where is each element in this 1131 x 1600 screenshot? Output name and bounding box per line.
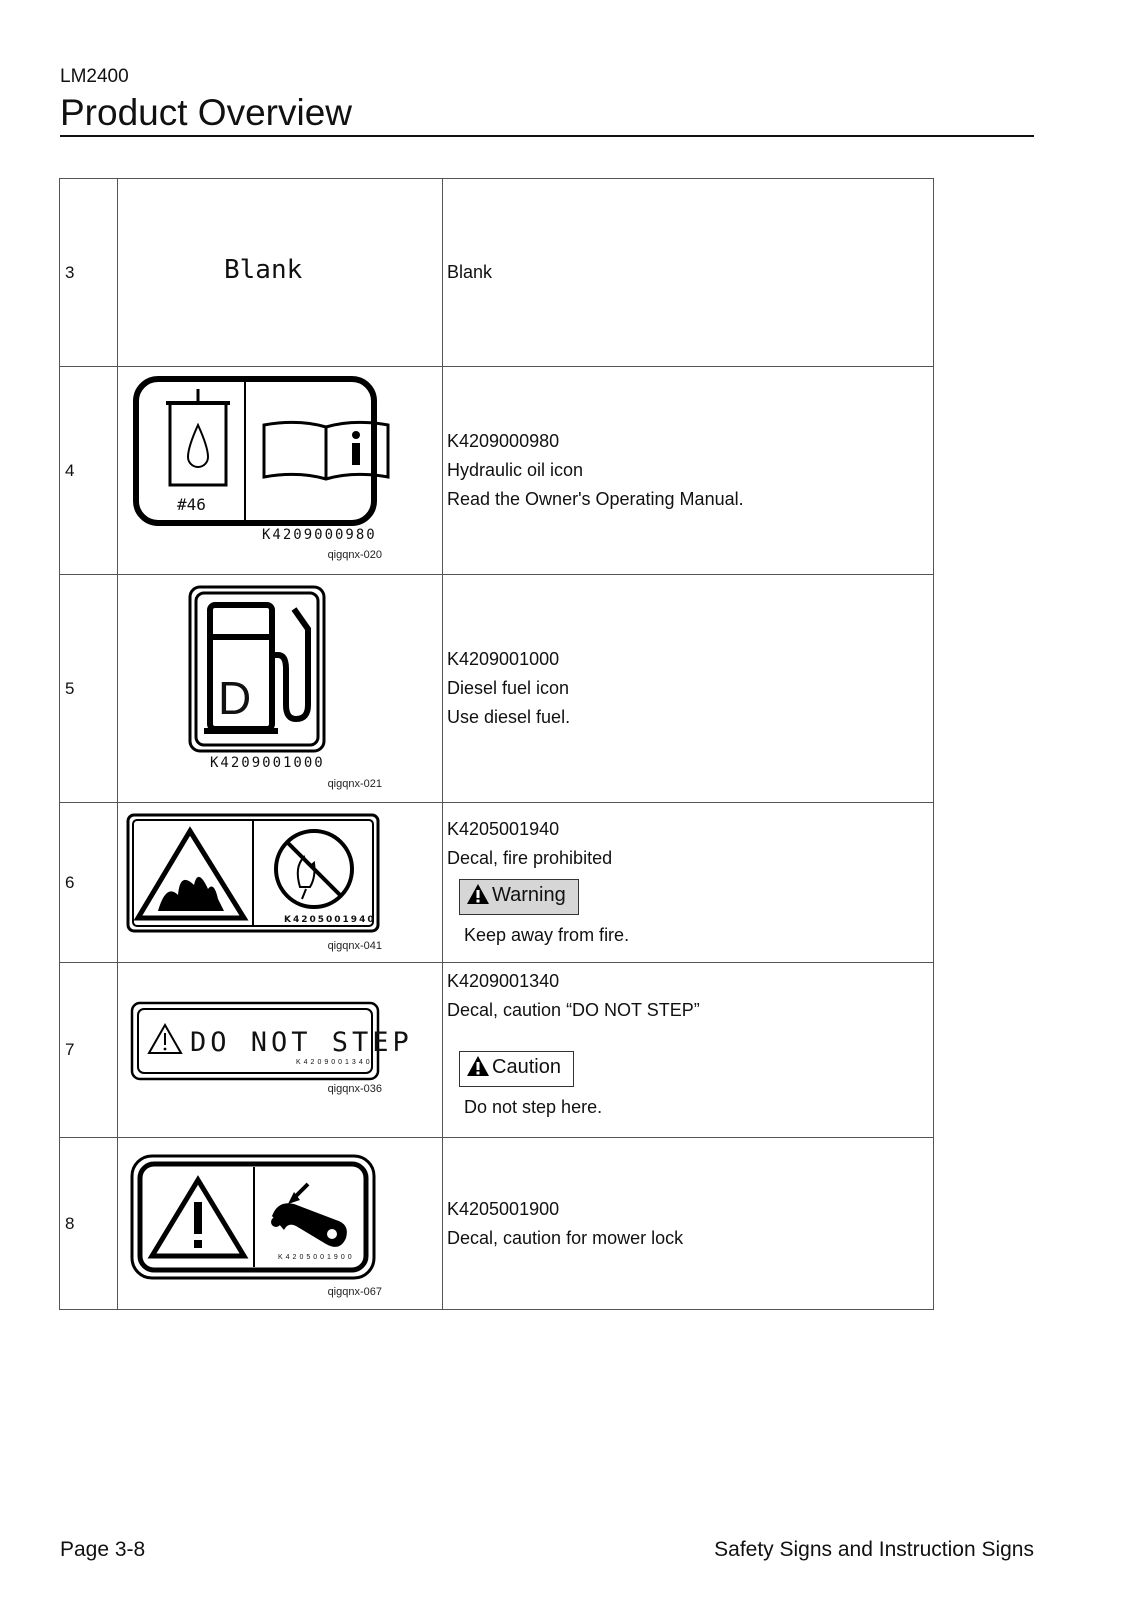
page-title: Product Overview [60,92,352,133]
decal-main-text: DO NOT STEP [190,1027,413,1058]
decal-image-cell [118,1138,443,1310]
page-number: Page 3-8 [60,1538,146,1561]
title-rule [60,135,1034,137]
description-cell [443,179,934,367]
description-line: Diesel fuel icon [447,678,570,698]
description-cell [443,575,934,803]
description-line: Decal, caution “DO NOT STEP” [447,1000,700,1020]
safety-message: Do not step here. [464,1097,603,1117]
decal-extra-label: #46 [177,495,206,514]
description-line: K4209001340 [447,971,560,991]
decal-image-cell [118,963,443,1138]
description-cell [443,367,934,575]
description-line: Hydraulic oil icon [447,460,584,480]
decal-part-number: K4209001000 [210,755,325,771]
description-line: Decal, caution for mower lock [447,1227,684,1248]
description-line: K4209001000 [447,649,560,669]
section-name: Safety Signs and Instruction Signs [714,1538,1034,1561]
row-number: 4 [60,367,118,575]
safety-message: Keep away from fire. [464,925,630,945]
warning-triangle-icon [466,883,492,912]
table-row [60,367,934,575]
description-line: Read the Owner's Operating Manual. [447,489,744,509]
fire-prohibited-decal-icon [118,803,442,963]
table-row [60,803,934,963]
description-line: K4205001900 [447,1198,560,1219]
row-number: 5 [60,575,118,803]
row-number: 3 [60,179,118,367]
image-code: qigqnx-036 [327,1083,382,1095]
description-line: Blank [447,262,493,282]
hydraulic-oil-decal-icon [118,367,442,575]
decal-part-number: K4205001900 [278,1254,355,1261]
row-number: 7 [60,963,118,1138]
table-row [60,179,934,367]
image-code: qigqnx-021 [327,778,382,790]
decal-extra-label: D [218,672,252,724]
warning-signal-word [459,879,579,915]
image-code: qigqnx-067 [327,1286,382,1298]
signs-table [59,178,934,1310]
decal-image-cell [118,179,443,367]
image-code: qigqnx-020 [327,549,382,561]
row-number: 8 [60,1138,118,1310]
description-line: Use diesel fuel. [447,707,571,727]
description-cell [443,803,934,963]
decal-part-number: K4209000980 [262,527,377,543]
table-row [60,1138,934,1310]
description-line: K4205001940 [447,819,560,839]
mower-lock-decal-icon [118,1138,442,1310]
warning-triangle-icon [466,1055,492,1084]
decal-part-number: K4209001340 [296,1059,373,1066]
caution-signal-word [459,1051,574,1087]
decal-blank-label: Blank [224,255,303,285]
decal-image-cell [118,803,443,963]
decal-part-number: K4205001940 [284,915,376,925]
description-cell [443,1138,934,1310]
description-cell [443,963,934,1138]
table-row [60,963,934,1138]
model-name: LM2400 [60,66,129,87]
table-row [60,575,934,803]
image-code: qigqnx-041 [327,940,382,952]
decal-image-cell [118,575,443,803]
description-line: Decal, fire prohibited [447,848,613,868]
decal-image-cell [118,367,443,575]
signal-word-text: Caution [492,1056,561,1078]
description-line: K4209000980 [447,431,560,451]
row-number: 6 [60,803,118,963]
signal-word-text: Warning [492,884,566,906]
